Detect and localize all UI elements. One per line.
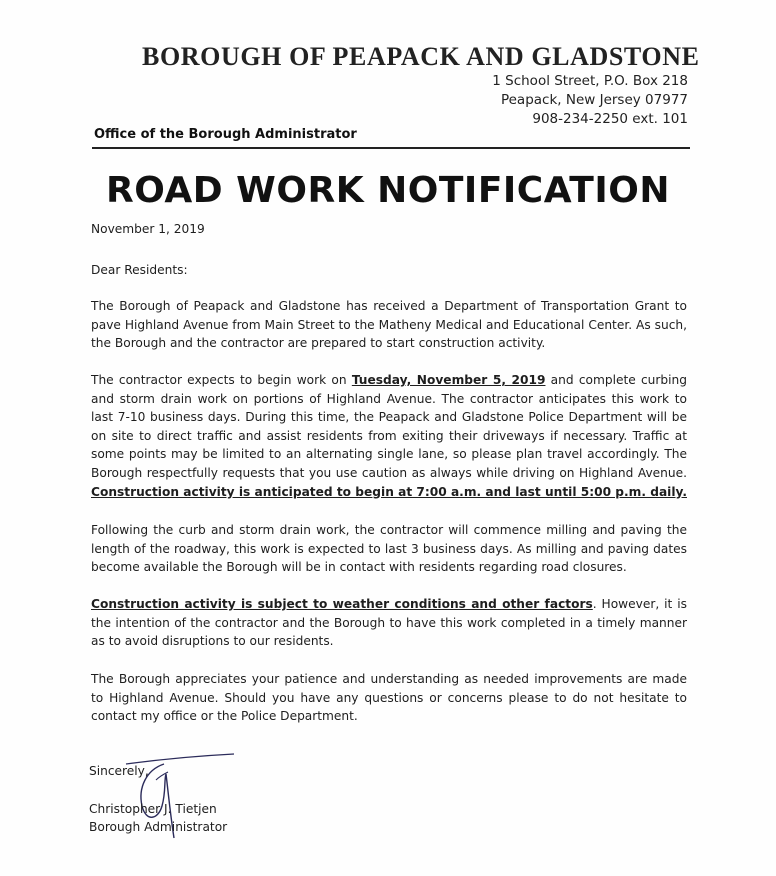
paragraph-paving: Following the curb and storm drain work, the contractor will commence milling and paving the length of the roadway, this work is expected to last 3 business days. As milling and paving dates become available the Borough will be in contact with residents regarding road closures. <box>91 523 687 575</box>
address-block <box>492 72 688 129</box>
paragraph-weather <box>91 595 687 651</box>
signer-title: Borough Administrator <box>89 820 228 834</box>
address-line-1: 1 School Street, P.O. Box 218 <box>492 73 688 89</box>
construction-hours: Construction activity is anticipated to begin at 7:00 a.m. and last until 5:00 p.m. daily. <box>91 484 687 499</box>
weather-emphasis: Construction activity is subject to weather conditions and other factors <box>91 597 593 611</box>
paragraph-weather-rest: . However, it is the intention of the contractor and the Borough to have this work completed in a timely manner as to avoid disruptions to our residents. <box>91 597 687 649</box>
paragraph-schedule-details: and complete curbing and storm drain work on portions of Highland Avenue. The contractor anticipates this work to last 7-10 business days. During this time, the Peapack and Gladstone Police Department will be on site to direct traffic and assist residents from exiting their driveways if necessary. Traffic at some points may be limited to an alternating single lane, so please plan travel accordingly. The Borough respectfully requests that you use caution as always while driving on Highland Avenue. <box>91 373 687 480</box>
org-name: BOROUGH OF PEAPACK AND GLADSTONE <box>142 42 700 71</box>
phone-number: 908-234-2250 ext. 101 <box>532 111 688 127</box>
letter-date: November 1, 2019 <box>91 222 205 236</box>
signer-name: Christopher J. Tietjen <box>89 802 217 816</box>
closing-salutation: Sincerely, <box>89 764 149 778</box>
paragraph-schedule <box>91 371 687 501</box>
header-divider <box>92 147 690 149</box>
office-label: Office of the Borough Administrator <box>94 127 357 142</box>
start-date-emphasis: Tuesday, November 5, 2019 <box>351 373 546 387</box>
paragraph-schedule-intro: The contractor expects to begin work on <box>91 373 352 387</box>
paragraph-grant: The Borough of Peapack and Gladstone has received a Department of Transportation Grant to pave Highland Avenue from Main Street to the Matheny Medical and Educational Center. As such, the Borough and the contractor are prepared to start construction activity. <box>91 299 687 351</box>
address-line-2: Peapack, New Jersey 07977 <box>500 92 688 108</box>
paragraph-closing: The Borough appreciates your patience and understanding as needed improvements are made to Highland Avenue. Should you have any questions or concerns please to do not hesitate to contact my office or the Police Department. <box>91 672 687 724</box>
handwritten-signature <box>86 750 246 850</box>
salutation: Dear Residents: <box>91 263 188 277</box>
page-title: ROAD WORK NOTIFICATION <box>106 170 670 211</box>
